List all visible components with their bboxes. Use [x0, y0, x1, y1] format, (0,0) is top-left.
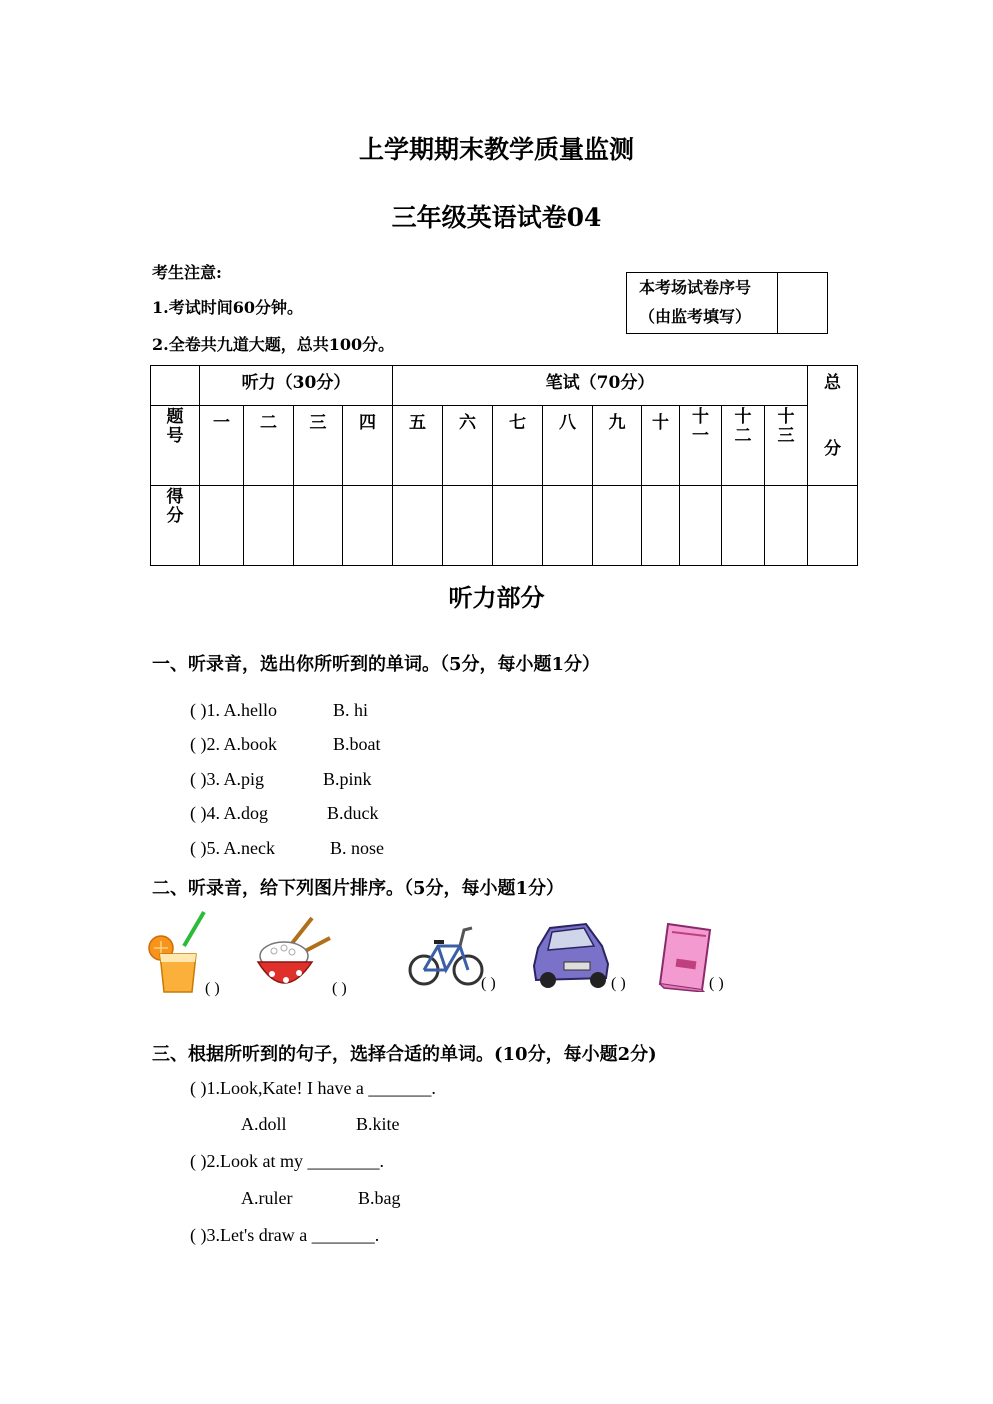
car-icon: [528, 918, 612, 990]
score-cell[interactable]: [722, 486, 765, 566]
total-score-cell[interactable]: [808, 486, 858, 566]
col-header-12: 十 二: [722, 406, 765, 486]
score-cell[interactable]: [443, 486, 493, 566]
col-header-7: 七: [493, 406, 543, 486]
total-header: [808, 366, 858, 486]
notice-heading: 考生注意:: [152, 263, 222, 282]
picture-4-answer[interactable]: ( ): [611, 975, 626, 992]
notice-line-1: 1.考试时间60分钟。: [152, 298, 303, 317]
score-row-label: 得 分: [151, 486, 200, 566]
score-cell[interactable]: [200, 486, 244, 566]
section-3-question-2: ( )2.Look at my ________.: [190, 1151, 384, 1171]
col-header-10: 十: [642, 406, 680, 486]
picture-2-answer[interactable]: ( ): [332, 980, 347, 997]
section-1-item-3-b: B.pink: [323, 769, 372, 789]
score-cell[interactable]: [543, 486, 593, 566]
section-3-q1-option-a: A.doll: [241, 1114, 287, 1134]
serial-note: （由监考填写）: [639, 307, 752, 326]
col-header-8: 八: [543, 406, 593, 486]
score-table: [150, 365, 858, 566]
section-1-item-1: ( )1. A.hello: [190, 700, 277, 720]
section-1-item-3: ( )3. A.pig: [190, 769, 264, 789]
picture-5-answer[interactable]: ( ): [709, 975, 724, 992]
score-cell[interactable]: [294, 486, 343, 566]
total-label-bottom: 分: [824, 439, 841, 459]
score-cell[interactable]: [593, 486, 642, 566]
section-1-item-2: ( )2. A.book: [190, 734, 277, 754]
bicycle-icon: [408, 912, 484, 990]
section-1-heading: 一、听录音，选出你所听到的单词。（5分，每小题1分）: [152, 654, 601, 675]
score-cell[interactable]: [680, 486, 722, 566]
serial-number-box: [626, 272, 828, 334]
section-3-q1-option-b: B.kite: [356, 1114, 400, 1134]
exam-subtitle: 三年级英语试卷04: [391, 203, 602, 232]
serial-label: 本考场试卷序号: [639, 278, 752, 297]
picture-3-answer[interactable]: ( ): [481, 975, 496, 992]
question-row-label: 题 号: [151, 406, 200, 486]
score-cell[interactable]: [393, 486, 443, 566]
written-header: 笔试（70分）: [393, 366, 808, 406]
table-corner-cell: [151, 366, 200, 406]
exam-title: 上学期期末教学质量监测: [358, 135, 634, 164]
section-3-question-1: ( )1.Look,Kate! I have a _______.: [190, 1078, 436, 1098]
score-cell[interactable]: [244, 486, 294, 566]
col-header-11: 十 一: [680, 406, 722, 486]
listening-header: 听力（30分）: [200, 366, 393, 406]
section-1-item-1-b: B. hi: [333, 700, 369, 720]
book-icon: [656, 920, 714, 992]
section-1-item-5: ( )5. A.neck: [190, 838, 275, 858]
picture-1-answer[interactable]: ( ): [205, 980, 220, 997]
score-cell[interactable]: [765, 486, 808, 566]
section-3-question-3: ( )3.Let's draw a _______.: [190, 1225, 380, 1245]
col-header-9: 九: [593, 406, 642, 486]
section-3-q2-option-a: A.ruler: [241, 1188, 293, 1208]
orange-juice-icon: [146, 910, 208, 996]
score-cell[interactable]: [642, 486, 680, 566]
col-header-3: 三: [294, 406, 343, 486]
col-header-2: 二: [244, 406, 294, 486]
score-cell[interactable]: [343, 486, 393, 566]
section-3-heading: 三、根据所听到的句子，选择合适的单词。(10分，每小题2分): [152, 1044, 657, 1065]
col-header-6: 六: [443, 406, 493, 486]
col-header-1: 一: [200, 406, 244, 486]
section-3-q2-option-b: B.bag: [358, 1188, 401, 1208]
col-header-4: 四: [343, 406, 393, 486]
total-label-top: 总: [824, 373, 841, 393]
col-header-13: 十 三: [765, 406, 808, 486]
listening-part-title: 听力部分: [448, 583, 545, 612]
section-1-item-4-b: B.duck: [327, 803, 379, 823]
rice-bowl-icon: [254, 916, 334, 996]
section-2-heading: 二、听录音，给下列图片排序。（5分，每小题1分）: [152, 878, 565, 899]
notice-line-2: 2.全卷共九道大题，总共100分。: [152, 335, 395, 354]
section-1-item-4: ( )4. A.dog: [190, 803, 268, 823]
score-cell[interactable]: [493, 486, 543, 566]
col-header-5: 五: [393, 406, 443, 486]
section-1-item-5-b: B. nose: [330, 838, 384, 858]
section-1-item-2-b: B.boat: [333, 734, 381, 754]
